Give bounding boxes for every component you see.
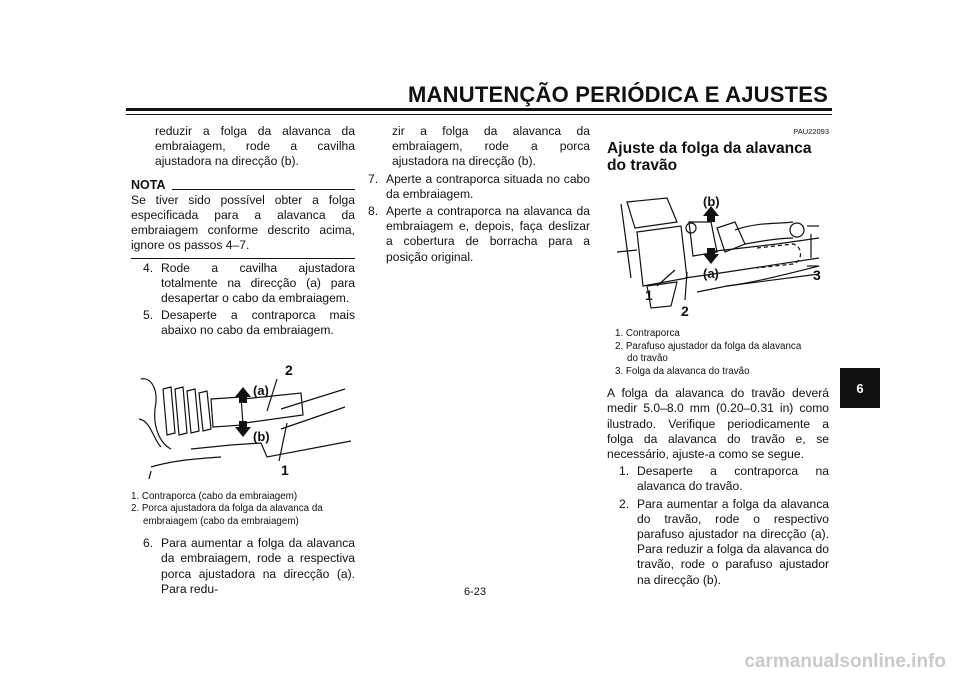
left-column	[131, 124, 355, 597]
caption-line: 1. Contraporca (cabo da embraiagem)	[131, 490, 298, 502]
figure-label-3: 3	[813, 267, 821, 284]
left-intro: reduzir a folga da alavanca da embraiagem, rode a cavilha ajustadora na direcção (b).	[155, 124, 355, 169]
step-number: 4.	[143, 260, 154, 275]
header-rule-thick	[126, 108, 832, 111]
step-text: Desaperte a contraporca mais abaixo no cabo da embraiagem.	[161, 308, 355, 338]
left-step-4	[131, 261, 355, 307]
caption-line: 2. Parafuso ajustador da folga da alavanca	[615, 340, 802, 352]
step-number: 2.	[619, 496, 630, 511]
caption-line: embraiagem (cabo da embraiagem)	[143, 515, 299, 527]
figure-label-a: (a)	[253, 382, 269, 398]
step-number: 6.	[143, 536, 154, 551]
clutch-cable-figure	[131, 349, 355, 487]
step-number: 1.	[619, 464, 630, 479]
step-text: Rode a cavilha ajustadora totalmente na direcção (a) para desapertar o cabo da embraiagem.	[161, 260, 355, 306]
nota-label: NOTA	[131, 177, 166, 192]
brake-lever-figure	[607, 182, 829, 322]
step-text: Para aumentar a folga da alavanca da embraiagem, rode a respectiva porca ajustadora na direcção (a). Para redu-	[161, 536, 355, 596]
caption-line: do travão	[627, 353, 668, 365]
figure-label-1: 1	[281, 461, 289, 478]
middle-step-8	[368, 204, 590, 265]
step-text: Aperte a contraporca na alavanca da embraiagem e, depois, faça deslizar a cobertura de borracha para a posição original.	[386, 204, 590, 264]
nota-heading	[131, 178, 355, 193]
step-text: Para aumentar a folga da alavanca do travão, rode o respectivo parafuso ajustador na direcção (a). Para reduzir a folga da alavanca do travão, rode o parafuso ajustador na direcção (b).	[637, 496, 829, 587]
figure-label-2: 2	[681, 303, 689, 320]
middle-intro: zir a folga da alavanca da embraiagem, rode a porca ajustadora na direcção (b).	[392, 124, 590, 169]
figure-label-a: (a)	[703, 266, 719, 282]
left-figure-caption	[131, 491, 355, 529]
caption-line: 2. Porca ajustadora da folga da alavanca da	[131, 503, 323, 515]
page-title: MANUTENÇÃO PERIÓDICA E AJUSTES	[408, 82, 828, 107]
right-column	[607, 124, 829, 588]
section-title: Ajuste da folga da alavanca do travão	[607, 140, 812, 175]
right-step-1	[607, 464, 829, 494]
step-text: Aperte a contraporca situada no cabo da embraiagem.	[386, 171, 590, 201]
figure-label-1: 1	[645, 287, 653, 304]
direction-arrows	[235, 387, 251, 437]
nota-text: Se tiver sido possível obter a folga especificada para a alavanca da embraiagem conforme descrito acima, ignore os passos 4–7.	[131, 193, 355, 259]
middle-column	[368, 124, 590, 265]
chapter-tab: 6	[840, 368, 880, 408]
header-rule-thin	[126, 114, 832, 115]
left-step-5	[131, 308, 355, 338]
step-number: 5.	[143, 308, 154, 323]
caption-line: 1. Contraporca	[615, 328, 680, 340]
figure-label-b: (b)	[703, 194, 720, 210]
brake-body-text: A folga da alavanca do travão deverá medir 5.0–8.0 mm (0.20–0.31 in) como ilustrado. Verifique periodicamente a folga da alavanca do travão e, se necessário, ajuste-a como se segue.	[607, 386, 829, 462]
step-number: 8.	[368, 204, 379, 219]
left-step-6	[131, 536, 355, 597]
section-code: PAU22093	[793, 127, 829, 136]
step-number: 7.	[368, 171, 379, 186]
figure-label-b: (b)	[253, 428, 270, 444]
right-step-2	[607, 497, 829, 588]
nota-rule	[172, 189, 356, 190]
step-text: Desaperte a contraporca na alavanca do travão.	[637, 464, 829, 494]
page-number: 6-23	[464, 586, 487, 598]
watermark: carmanualsonline.info	[744, 651, 946, 672]
middle-step-7	[368, 172, 590, 202]
adjust-arrows	[703, 206, 719, 264]
figure-label-2: 2	[285, 361, 293, 378]
right-figure-caption	[607, 328, 829, 378]
caption-line: 3. Folga da alavanca do travão	[615, 365, 750, 377]
